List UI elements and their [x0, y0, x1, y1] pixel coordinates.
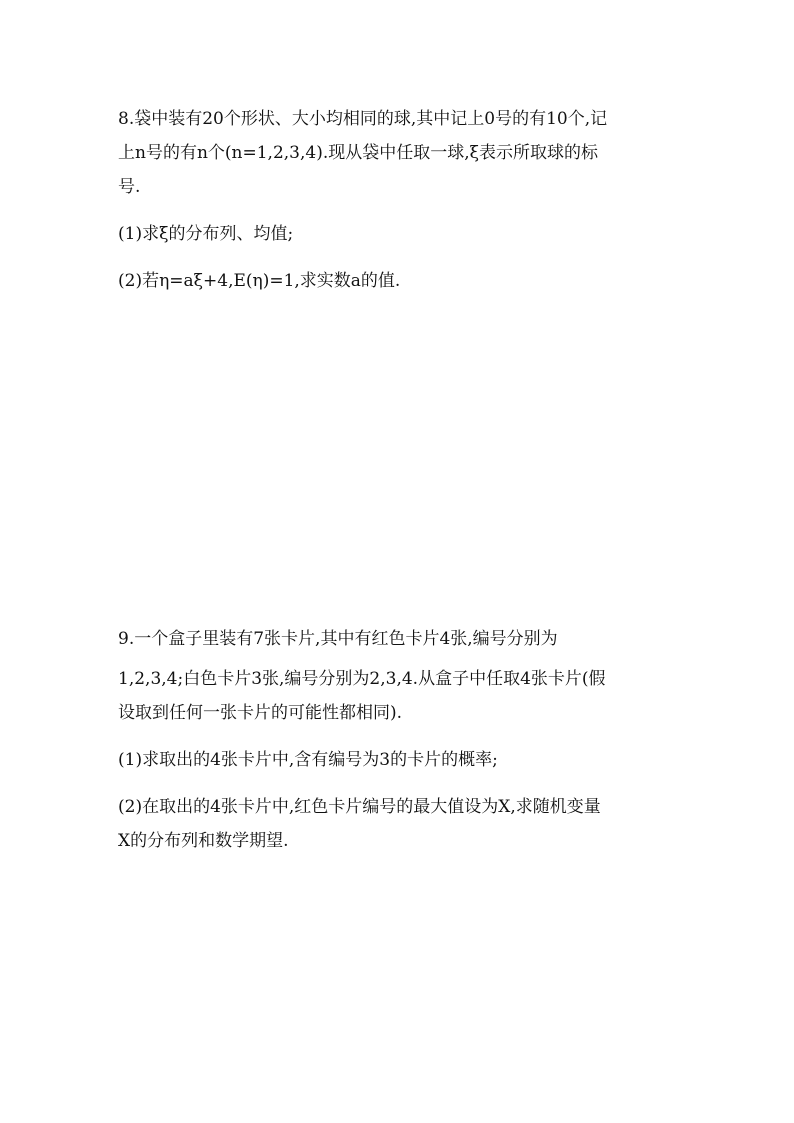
problem-9-stem-line-2: 1,2,3,4;白色卡片3张,编号分别为2,3,4.从盒子中任取4张卡片(假 [118, 669, 606, 689]
problem-9-stem-line-3: 设取到任何一张卡片的可能性都相同). [118, 703, 403, 723]
problem-8-part-2: (2)若η=aξ+4,E(η)=1,求实数a的值. [118, 271, 401, 291]
problem-8 [118, 102, 678, 298]
problem-8-stem-line-3: 号. [118, 177, 141, 197]
problem-8-stem-line-1: 8.袋中装有20个形状、大小均相同的球,其中记上0号的有10个,记 [118, 109, 608, 129]
problem-9-stem-line-1: 9.一个盒子里装有7张卡片,其中有红色卡片4张,编号分别为 [118, 629, 558, 649]
problem-8-part-1: (1)求ξ的分布列、均值; [118, 224, 294, 244]
problem-8-stem-line-2: 上n号的有n个(n=1,2,3,4).现从袋中任取一球,ξ表示所取球的标 [118, 143, 599, 163]
problem-9-part-2-line-2: X的分布列和数学期望. [118, 831, 289, 851]
problem-9-part-1: (1)求取出的4张卡片中,含有编号为3的卡片的概率; [118, 750, 498, 770]
problem-9 [118, 622, 678, 858]
problem-9-part-2-line-1: (2)在取出的4张卡片中,红色卡片编号的最大值设为X,求随机变量 [118, 797, 601, 817]
